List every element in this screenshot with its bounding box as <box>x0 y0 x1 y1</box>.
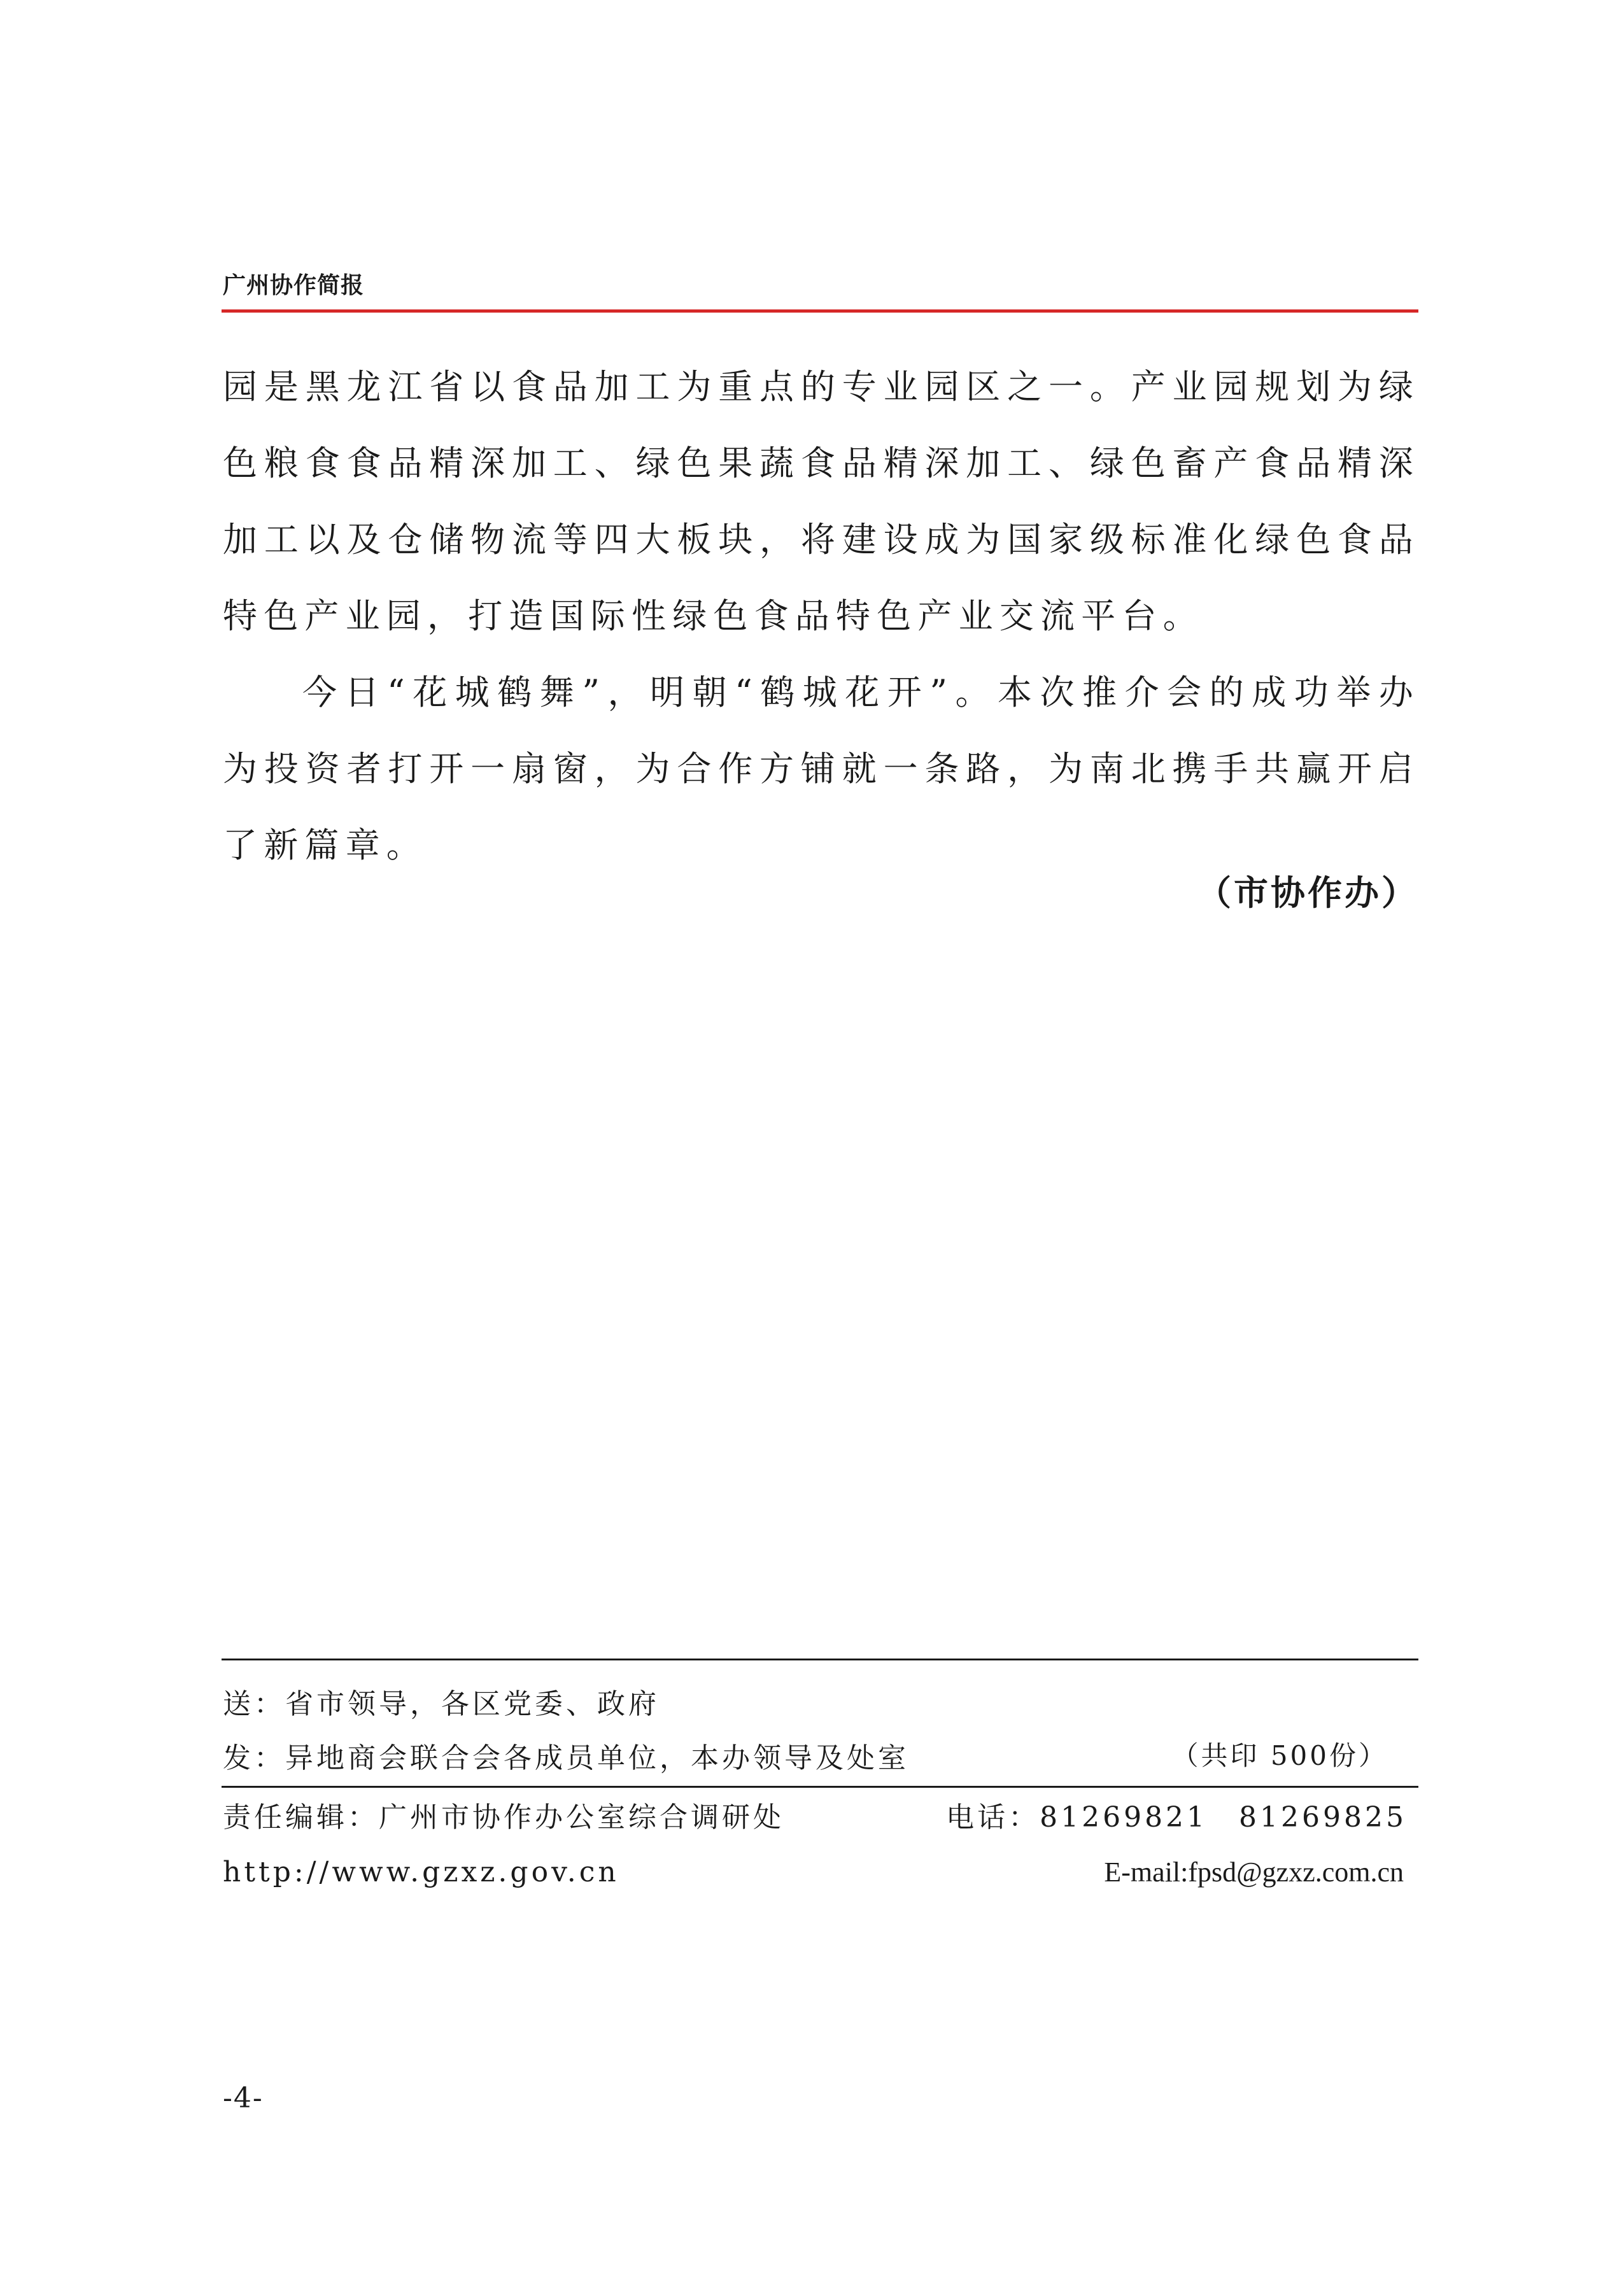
footer-middle-rule <box>222 1786 1418 1788</box>
footer-contact-line <box>223 1856 1404 1888</box>
phone-numbers: 电话：81269821 81269825 <box>946 1801 1407 1834</box>
footer-top-rule <box>222 1659 1418 1660</box>
article-signature: （市协作办） <box>1197 873 1418 913</box>
distribute-to-text: 发：异地商会联合会各成员单位，本办领导及处室 <box>223 1742 909 1774</box>
print-count: （共印 500份） <box>1171 1740 1388 1771</box>
footer-distribute-line <box>223 1735 1388 1776</box>
footer-editor-line <box>223 1794 1407 1835</box>
page-number: -4- <box>223 2082 264 2114</box>
send-to-text: 送：省市领导，各区党委、政府 <box>223 1688 660 1720</box>
article-body <box>223 349 1420 884</box>
publication-title: 广州协作简报 <box>223 272 365 299</box>
email-link[interactable]: E-mail:fpsd@gzxz.com.cn <box>1104 1857 1404 1888</box>
website-link[interactable]: http://www.gzxz.gov.cn <box>223 1856 619 1888</box>
editor-text: 责任编辑：广州市协作办公室综合调研处 <box>223 1801 784 1834</box>
footer-send-line <box>223 1681 1407 1722</box>
header-red-rule <box>222 309 1418 313</box>
body-paragraph: 园是黑龙江省以食品加工为重点的专业园区之一。产业园规划为绿色粮食食品精深加工、绿色果蔬食品精深加工、绿色畜产食品精深加工以及仓储物流等四大板块，将建设成为国家级标准化绿色食品特色产业园，打造国际性绿色食品特色产业交流平台。 <box>223 367 1420 636</box>
body-paragraph: 今日“花城鹤舞”，明朝“鹤城花开”。本次推介会的成功举办为投资者打开一扇窗，为合作方铺就一条路，为南北携手共赢开启了新篇章。 <box>223 672 1420 865</box>
